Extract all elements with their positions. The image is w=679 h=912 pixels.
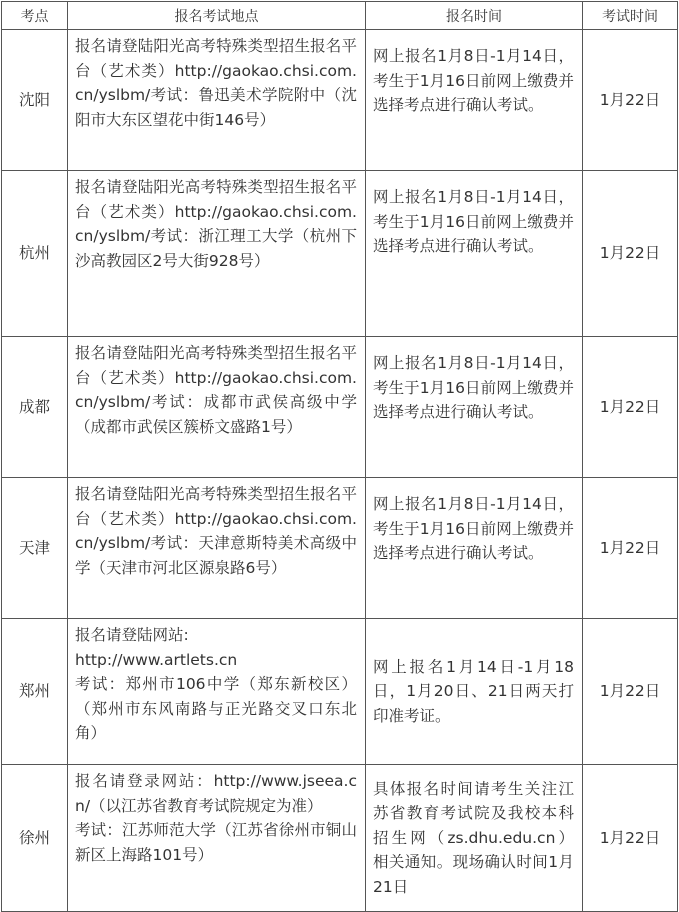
cell-exam-time: 1月22日 xyxy=(583,619,678,765)
cell-reg-time: 网上报名1月8日-1月14日，考生于1月16日前网上缴费并选择考点进行确认考试。 xyxy=(366,171,583,337)
cell-place: 报名请登陆阳光高考特殊类型招生报名平台（艺术类）http://gaokao.chsi.com.cn/yslbm/考试：天津意斯特美术高级中学（天津市河北区源泉路6号） xyxy=(68,478,366,619)
cell-place: 报名请登陆阳光高考特殊类型招生报名平台（艺术类）http://gaokao.chsi.com.cn/yslbm/考试：成都市武侯高级中学（成都市武侯区簇桥文盛路1号） xyxy=(68,337,366,478)
cell-exam-time: 1月22日 xyxy=(583,337,678,478)
table-row xyxy=(2,765,678,912)
header-place: 报名考试地点 xyxy=(68,2,366,30)
cell-exam-time: 1月22日 xyxy=(583,765,678,912)
header-exam-time: 考试时间 xyxy=(583,2,678,30)
table-row xyxy=(2,337,678,478)
cell-place xyxy=(68,619,366,765)
table-row xyxy=(2,619,678,765)
place-line: 考试：江苏师范大学（江苏省徐州市铜山新区上海路101号） xyxy=(75,821,357,864)
cell-site: 成都 xyxy=(2,337,68,478)
table-row xyxy=(2,30,678,171)
cell-site: 沈阳 xyxy=(2,30,68,171)
cell-reg-time: 网上报名1月8日-1月14日，考生于1月16日前网上缴费并选择考点进行确认考试。 xyxy=(366,478,583,619)
place-line: http://www.artlets.cn xyxy=(75,650,238,669)
table-row xyxy=(2,478,678,619)
cell-place: 报名请登陆阳光高考特殊类型招生报名平台（艺术类）http://gaokao.chsi.com.cn/yslbm/考试：浙江理工大学（杭州下沙高教园区2号大街928号） xyxy=(68,171,366,337)
place-line: 考试：郑州市106中学（郑东新校区）（郑州市东风南路与正光路交叉口东北角） xyxy=(75,675,357,742)
cell-reg-time: 网上报名1月8日-1月14日，考生于1月16日前网上缴费并选择考点进行确认考试。 xyxy=(366,337,583,478)
place-line: 报名请登陆网站: xyxy=(75,626,189,644)
header-site: 考点 xyxy=(2,2,68,30)
cell-place: 报名请登陆阳光高考特殊类型招生报名平台（艺术类）http://gaokao.chsi.com.cn/yslbm/考试：鲁迅美术学院附中（沈阳市大东区望花中街146号） xyxy=(68,30,366,171)
cell-exam-time: 1月22日 xyxy=(583,478,678,619)
cell-site: 天津 xyxy=(2,478,68,619)
place-line: 报名请登录网站：http://www.jseea.cn/（以江苏省教育考试院规定为准） xyxy=(75,772,357,815)
cell-exam-time: 1月22日 xyxy=(583,30,678,171)
table-row xyxy=(2,171,678,337)
cell-place xyxy=(68,765,366,912)
cell-site: 杭州 xyxy=(2,171,68,337)
cell-reg-time: 网上报名1月8日-1月14日，考生于1月16日前网上缴费并选择考点进行确认考试。 xyxy=(366,30,583,171)
table-header-row xyxy=(2,2,678,30)
cell-site: 郑州 xyxy=(2,619,68,765)
cell-reg-time: 具体报名时间请考生关注江苏省教育考试院及我校本科招生网（zs.dhu.edu.cn）相关通知。现场确认时间1月21日 xyxy=(366,765,583,912)
cell-exam-time: 1月22日 xyxy=(583,171,678,337)
cell-reg-time: 网上报名1月14日-1月18日，1月20日、21日两天打印准考证。 xyxy=(366,619,583,765)
cell-site: 徐州 xyxy=(2,765,68,912)
exam-schedule-table xyxy=(1,1,678,912)
header-reg-time: 报名时间 xyxy=(366,2,583,30)
